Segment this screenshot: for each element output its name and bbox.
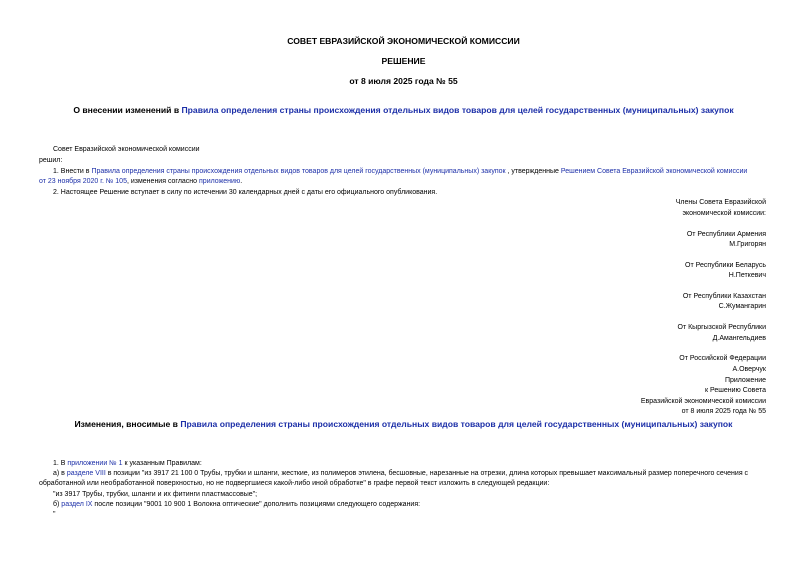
signature-country: От Кыргызской Республики [677,324,766,331]
members-line-2: экономической комиссии: [682,210,766,217]
appendix-line-4: от 8 июля 2025 года № 55 [681,408,766,415]
appendix-line-1: Приложение [724,377,766,384]
council-label: Совет Евразийской экономической комиссии [53,146,200,153]
quote-new-text: "из 3917 Трубы, трубки, шланги и их фитинги пластмассовые"; [53,491,258,498]
changes-title [0,419,807,429]
quote-open-mark: " [53,511,56,518]
rules-link[interactable]: Правила определения страны происхождения отдельных видов товаров для целей государственных (муниципальных) закупок [91,168,506,175]
p1-text-b: , утвержденные [505,168,561,175]
i1-text-b: к указанным Правилам: [122,460,202,467]
p1-text-c: , изменения согласно [126,178,200,185]
ib-text-a: б) [53,501,62,508]
section-viii-link[interactable]: разделе VIII [66,470,106,477]
ia-text-a: а) в [53,470,67,477]
doc-date: от 8 июля 2025 года № 55 [349,76,458,86]
p1-text-d: . [240,178,243,185]
signature-name: С.Жумангарин [718,303,766,310]
change-item-1 [53,459,202,468]
signature-country: От Российской Федерации [679,355,766,362]
section-ix-link[interactable]: раздел IX [61,501,93,508]
signature-country: От Республики Армения [686,231,766,238]
appendix-link[interactable]: приложению [199,178,241,185]
i1-text-a: 1. В [53,460,68,467]
changes-rules-link[interactable]: Правила определения страны происхождения отдельных видов товаров для целей государственных (муниципальных) закупок [180,419,733,429]
changes-title-prefix: Изменения, вносимые в [74,419,181,429]
signature-name: Н.Петкевич [728,272,766,279]
doc-title [0,105,807,115]
decided-label: решил: [39,157,63,164]
change-item-b [53,500,420,509]
signature-country: От Республики Беларусь [685,262,766,269]
decision-link[interactable]: Решением Совета Евразийской экономической комиссии [560,168,748,175]
paragraph-1-line-2 [39,177,242,186]
decision-date-link[interactable]: от 23 ноября 2020 г. № 105 [39,178,127,185]
annex-1-link[interactable]: приложении № 1 [67,460,123,467]
ib-text-b: после позиции "9001 10 900 1 Волокна оптические" дополнить позициями следующего содержания: [92,501,421,508]
org-name: СОВЕТ ЕВРАЗИЙСКОЙ ЭКОНОМИЧЕСКОЙ КОМИССИИ [287,36,520,46]
signature-name: Д.Амангельдиев [712,335,766,342]
p1-text-a: 1. Внести в [53,168,92,175]
appendix-line-2: к Решению Совета [704,387,766,394]
doc-title-prefix: О внесении изменений в [73,105,182,115]
signature-name: М.Григорян [729,241,766,248]
ia-text-b: в позиции "из 3917 21 100 0 Трубы, трубки и шланги, жесткие, из полимеров этилена, бесшовные, нарезанные на отрезки, длина которых превышает максимальный размер поперечного сечения с [105,470,749,477]
rules-title-link[interactable]: Правила определения страны происхождения отдельных видов товаров для целей государственных (муниципальных) закупок [181,105,734,115]
signature-country: От Республики Казахстан [682,293,766,300]
change-item-a-line-1 [53,469,748,478]
doc-type: РЕШЕНИЕ [381,56,426,66]
change-item-a-line-2: обработанной или необработанной поверхностью, но не подвергшиеся какой-либо иной обработке" в графе первой текст изложить в следующей редакции: [39,480,550,487]
signature-name: А.Оверчук [732,366,766,373]
paragraph-2: 2. Настоящее Решение вступает в силу по истечении 30 календарных дней с даты его официального опубликования. [53,189,438,196]
members-line-1: Члены Совета Евразийской [675,199,766,206]
appendix-line-3: Евразийской экономической комиссии [640,398,766,405]
paragraph-1-line-1 [53,167,747,176]
